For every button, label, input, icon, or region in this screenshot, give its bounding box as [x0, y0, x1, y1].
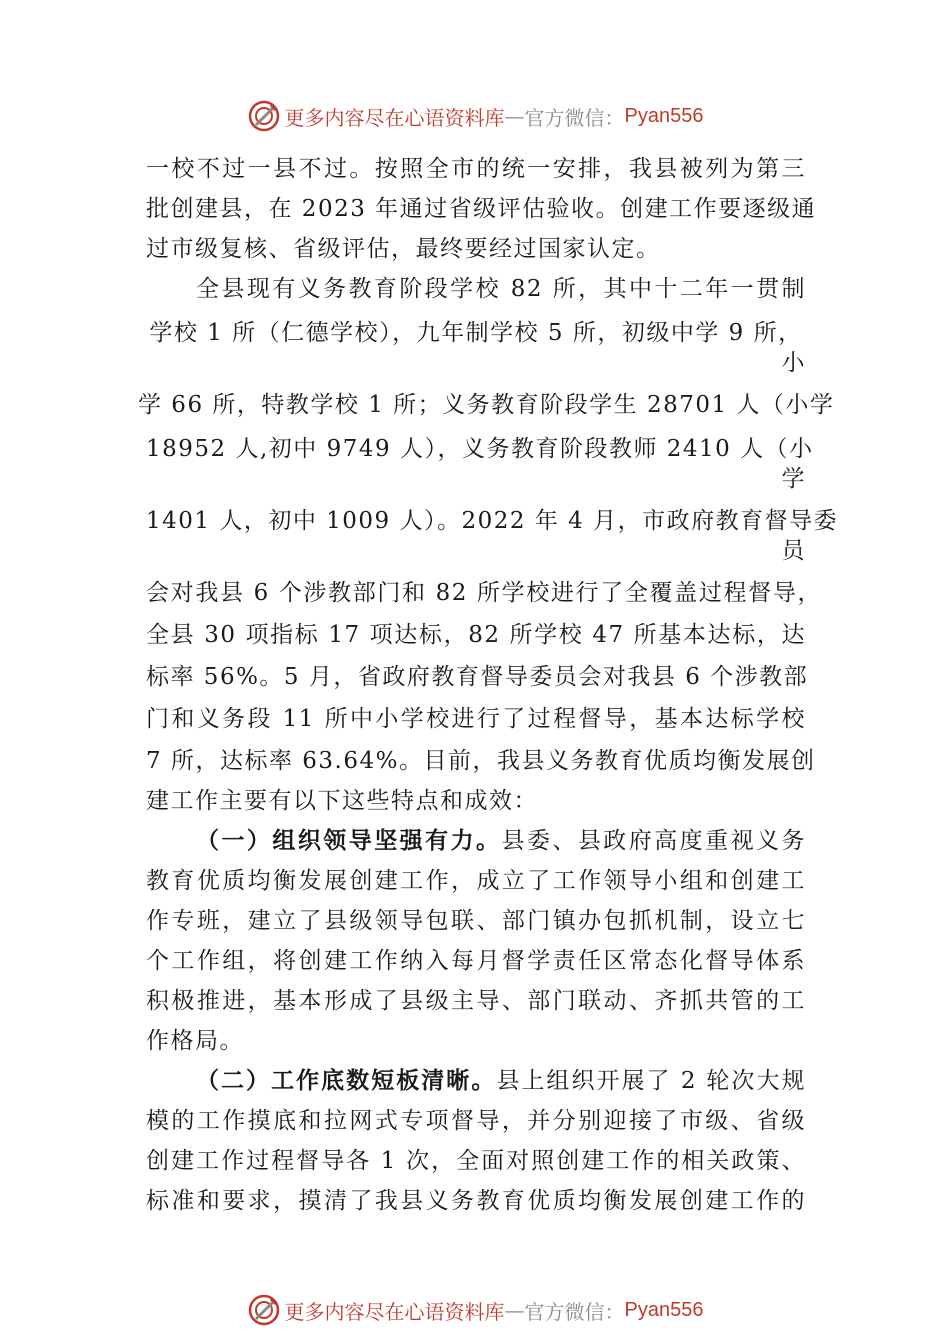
text-span: 县委、县政府高度重视义务 — [501, 828, 807, 854]
text-line: 全县现有义务教育阶段学校 82 所，其中十二年一贯制 — [196, 276, 806, 302]
text-line: 教育优质均衡发展创建工作，成立了工作领导小组和创建工 — [146, 868, 806, 894]
watermark-official: 官方微信： — [524, 1299, 625, 1324]
text-line — [196, 1066, 806, 1096]
text-line: 创建工作过程督导各 1 次，全面对照创建工作的相关政策、 — [146, 1148, 806, 1174]
text-line: 标准和要求，摸清了我县义务教育优质均衡发展创建工作的 — [146, 1188, 806, 1214]
text-line: 门和义务段 11 所中小学校进行了过程督导，基本达标学校 — [146, 706, 806, 732]
text-line: 全县 30 项指标 17 项达标，82 所学校 47 所基本达标，达 — [146, 622, 806, 648]
text-line — [196, 826, 806, 856]
watermark-footer — [0, 1290, 950, 1330]
logo-icon — [247, 99, 281, 133]
watermark-dash: — — [504, 104, 525, 128]
text-line: 过市级复核、省级评估，最终要经过国家认定。 — [146, 236, 661, 262]
text-line: 7 所，达标率 63.64%。目前，我县义务教育优质均衡发展创 — [146, 748, 816, 774]
text-line: 建工作主要有以下这些特点和成效： — [146, 788, 538, 814]
text-line: 小 — [781, 350, 806, 376]
text-line: 学 66 所，特教学校 1 所；义务教育阶段学生 28701 人（小学 — [138, 392, 835, 418]
text-line: 个工作组，将创建工作纳入每月督学责任区常态化督导体系 — [146, 948, 806, 974]
watermark-header — [0, 96, 950, 136]
watermark-dash: — — [504, 1298, 525, 1322]
text-line: 学 — [781, 466, 806, 492]
text-line: 学校 1 所（仁德学校），九年制学校 5 所，初级中学 9 所， — [149, 320, 803, 346]
text-line: 一校不过一县不过。按照全市的统一安排，我县被列为第三 — [146, 156, 806, 182]
watermark-title: 更多内容尽在心语资料库 — [284, 1299, 505, 1324]
watermark-wechat-id: Pyan556 — [624, 1298, 704, 1321]
text-line: 会对我县 6 个涉教部门和 82 所学校进行了全覆盖过程督导， — [146, 580, 822, 606]
watermark-title: 更多内容尽在心语资料库 — [284, 105, 505, 130]
text-line: 18952 人,初中 9749 人），义务教育阶段教师 2410 人（小 — [146, 436, 814, 462]
text-line: 批创建县，在 2023 年通过省级评估验收。创建工作要逐级通 — [146, 196, 817, 222]
watermark-wechat-id: Pyan556 — [624, 104, 704, 127]
text-line: 作专班，建立了县级领导包联、部门镇办包抓机制，设立七 — [146, 908, 806, 934]
text-span: 县上组织开展了 2 轮次大规 — [496, 1068, 806, 1094]
section-heading: （二）工作底数短板清晰。 — [196, 1067, 497, 1094]
text-line: 标率 56%。5 月，省政府教育督导委员会对我县 6 个涉教部 — [146, 664, 809, 690]
text-line: 1401 人，初中 1009 人）。2022 年 4 月，市政府教育督导委 — [146, 508, 839, 534]
section-heading: （一）组织领导坚强有力。 — [196, 827, 502, 854]
logo-icon — [247, 1293, 281, 1327]
text-line: 作格局。 — [146, 1028, 244, 1054]
watermark-official: 官方微信： — [524, 105, 625, 130]
text-line: 员 — [781, 538, 806, 564]
text-line: 模的工作摸底和拉网式专项督导，并分别迎接了市级、省级 — [146, 1108, 806, 1134]
text-line: 积极推进，基本形成了县级主导、部门联动、齐抓共管的工 — [146, 988, 806, 1014]
